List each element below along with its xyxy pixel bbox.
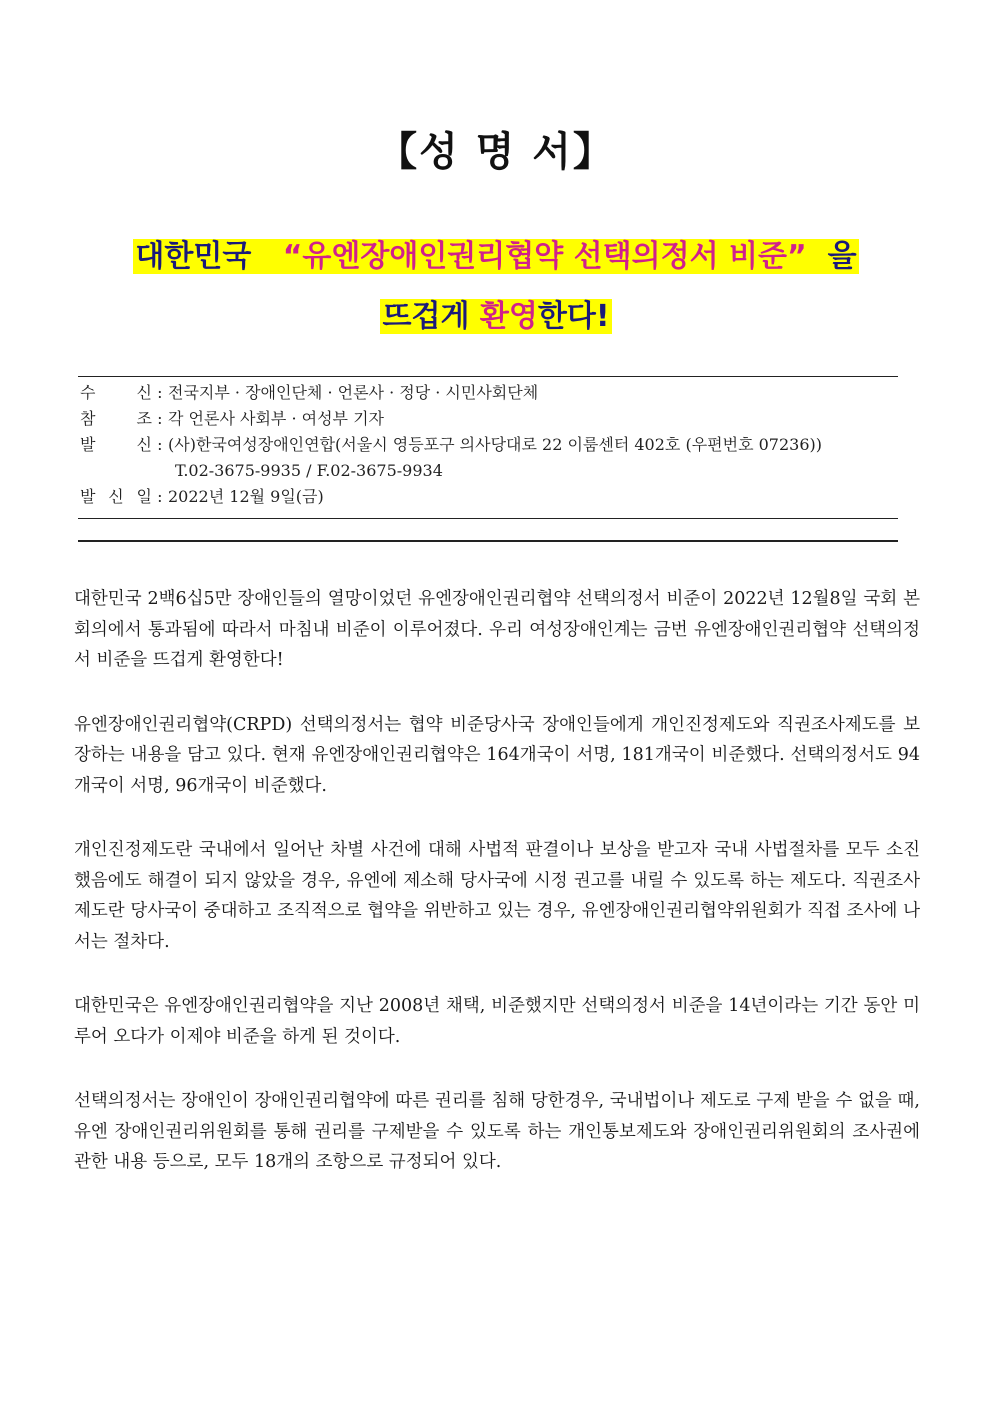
headline-end: 한다!: [537, 299, 610, 334]
statement-body: [74, 584, 920, 1212]
recipient-value: 전국지부 · 장애인단체 · 언론사 · 정당 · 시민사회단체: [168, 383, 539, 402]
page-title: 【성 명 서】: [377, 129, 615, 175]
sender-contact: T.02-3675-9935 / F.02-3675-9934: [175, 461, 443, 480]
paragraph: 유엔장애인권리협약(CRPD) 선택의정서는 협약 비준당사국 장애인들에게 개인진정제도와 직권조사제도를 보장하는 내용을 담고 있다. 현재 유엔장애인권리협약은 164개국이 서명, 181개국이 비준했다. 선택의정서도 94개국이 서명, 96개국이 비준했다.: [74, 714, 920, 796]
headline-prefix: 대한민국: [135, 239, 252, 274]
headline-welcome: 환영: [479, 299, 538, 334]
date-label: 발 신 일: [80, 487, 152, 506]
headline-line-1: [0, 234, 992, 280]
headline-quote: “유엔장애인권리협약 선택의정서 비준”: [282, 239, 807, 274]
date-value: 2022년 12월 9일(금): [168, 487, 324, 506]
paragraph: 개인진정제도란 국내에서 일어난 차별 사건에 대해 사법적 판결이나 보상을 받고자 국내 사법절차를 모두 소진했음에도 해결이 되지 않았을 경우, 유엔에 제소해 당사국에 시정 권고를 내릴 수 있도록 하는 제도다. 직권조사제도란 당사국이 중대하고 조직적으로 협약을 위반하고 있는 경우, 유엔장애인권리협약위원회가 직접 조사에 나서는 절차다.: [74, 840, 920, 952]
headline-suffix: 을: [827, 239, 857, 274]
memo-header: [80, 380, 900, 510]
meta-rule-1: [78, 518, 898, 519]
recipient-row: 수 신 : 전국지부 · 장애인단체 · 언론사 · 정당 · 시민사회단체: [80, 380, 900, 406]
headline-warmly: 뜨겁게: [382, 299, 470, 334]
reference-row: 참 조 : 각 언론사 사회부 · 여성부 기자: [80, 406, 900, 432]
meta-top-rule: [78, 376, 898, 377]
date-row: 발 신 일 : 2022년 12월 9일(금): [80, 484, 900, 510]
recipient-label: 수 신: [80, 383, 152, 402]
reference-label: 참 조: [80, 409, 152, 428]
meta-rule-2: [78, 540, 898, 542]
reference-value: 각 언론사 사회부 · 여성부 기자: [168, 409, 384, 428]
paragraph: 대한민국 2백6십5만 장애인들의 열망이었던 유엔장애인권리협약 선택의정서 비준이 2022년 12월8일 국회 본회의에서 통과됨에 따라서 마침내 비준이 이루어졌다. 우리 여성장애인계는 금번 유엔장애인권리협약 선택의정서 비준을 뜨겁게 환영한다!: [74, 589, 920, 670]
headline-line-2: [0, 294, 992, 340]
sender-row: 발 신 : (사)한국여성장애인연합(서울시 영등포구 의사당대로 22 이룸센터 402호 (우편번호 07236)): [80, 432, 900, 458]
paragraph: 선택의정서는 장애인이 장애인권리협약에 따른 권리를 침해 당한경우, 국내법이나 제도로 구제 받을 수 없을 때, 유엔 장애인권리위원회를 통해 권리를 구제받을 수 있도록 하는 개인통보제도와 장애인권리위원회의 조사권에 관한 내용 등으로, 모두 18개의 조항으로 규정되어 있다.: [74, 1091, 920, 1172]
sender-value: (사)한국여성장애인연합(서울시 영등포구 의사당대로 22 이룸센터 402호 (우편번호 07236)): [168, 435, 822, 454]
sender-label: 발 신: [80, 435, 152, 454]
paragraph: 대한민국은 유엔장애인권리협약을 지난 2008년 채택, 비준했지만 선택의정서 비준을 14년이라는 기간 동안 미루어 오다가 이제야 비준을 하게 된 것이다.: [74, 996, 920, 1047]
